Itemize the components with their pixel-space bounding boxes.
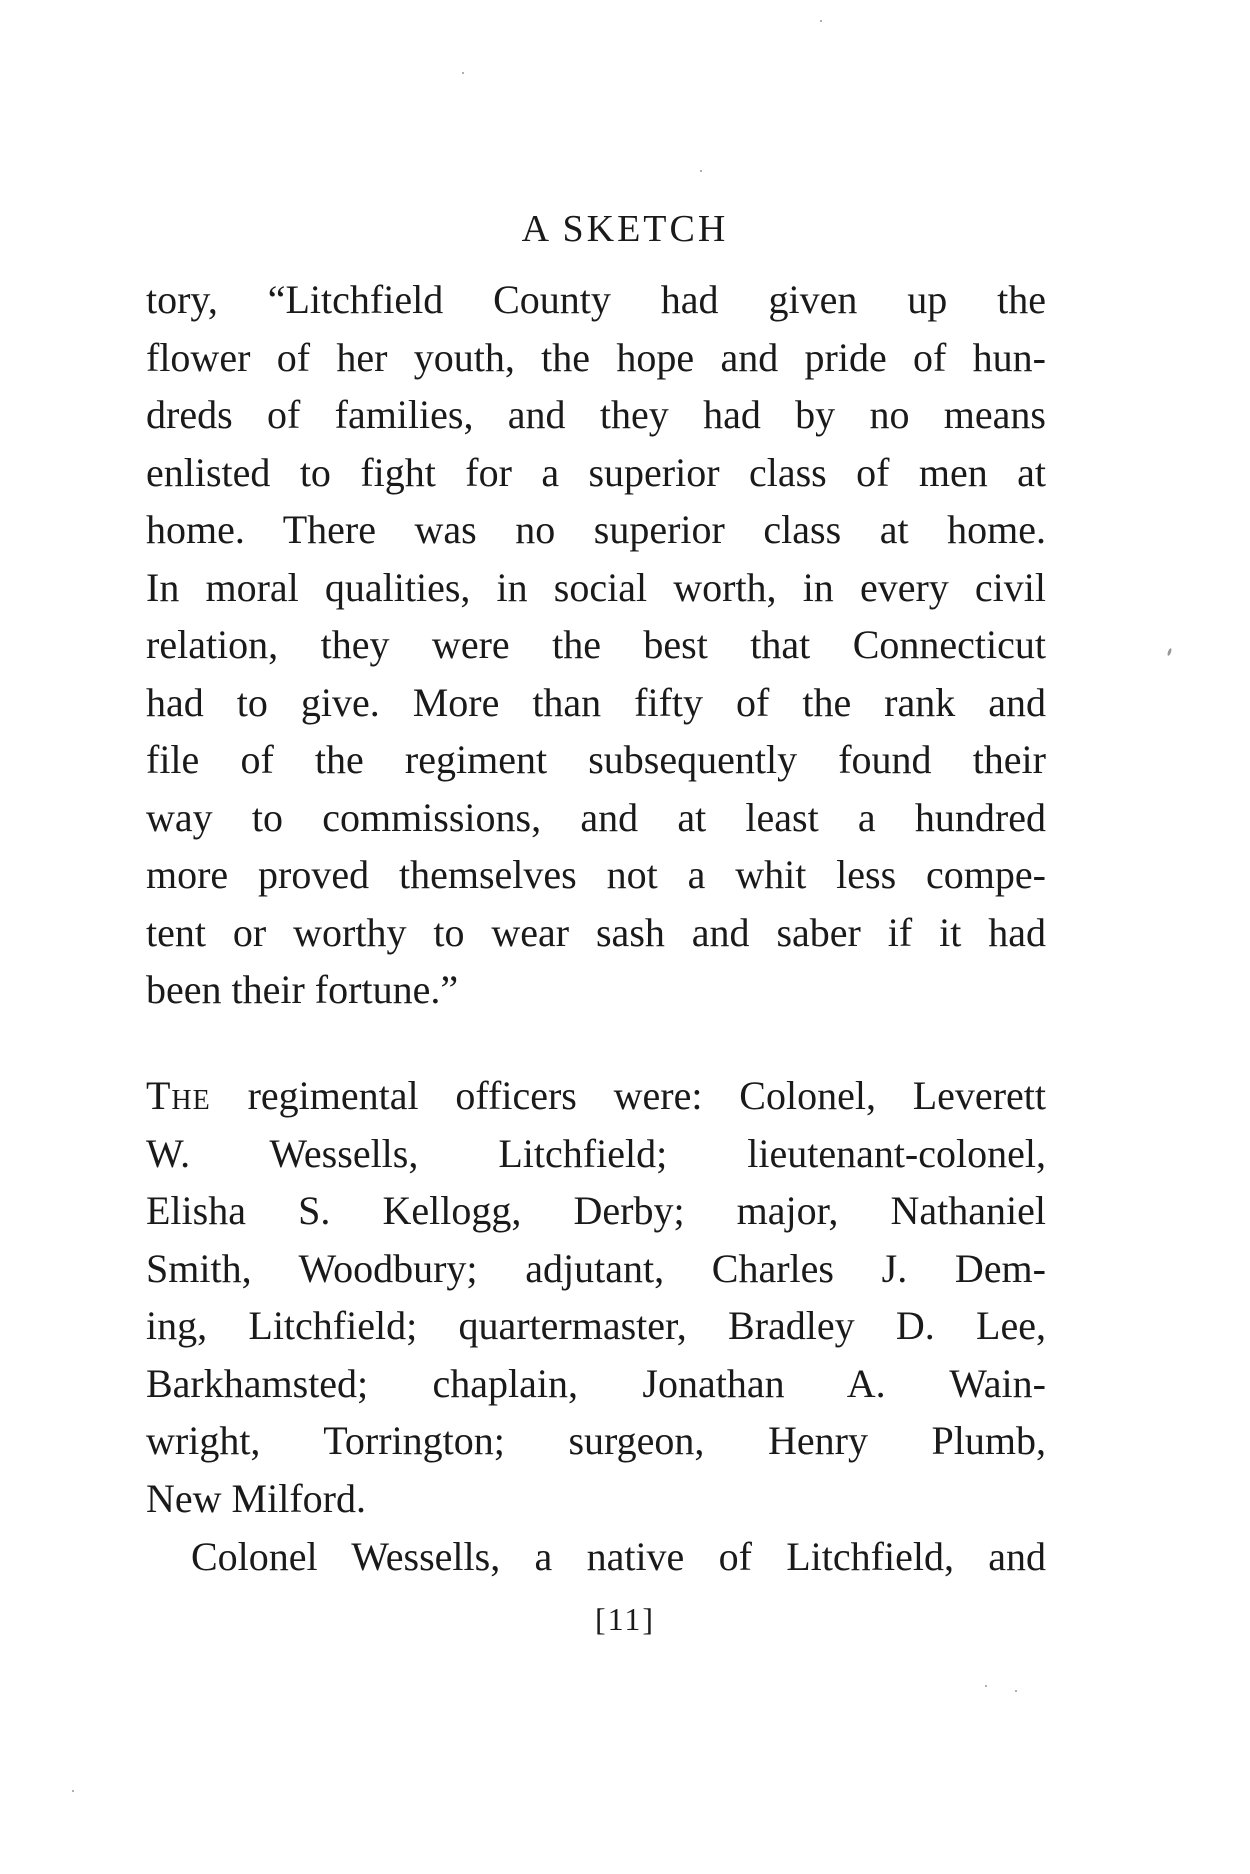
lead-word: The [146, 1073, 211, 1118]
text-line: Elisha S. Kellogg, Derby; major, Nathaniel [146, 1188, 1046, 1233]
text-line: New Milford. [146, 1475, 366, 1521]
text-line: In moral qualities, in social worth, in every civil [146, 564, 1046, 610]
text-line: home. There was no superior class at home. [146, 507, 1046, 552]
text-line: enlisted to fight for a superior class of men at [146, 449, 1046, 495]
text-line: Smith, Woodbury; adjutant, Charles J. Dem- [146, 1245, 1046, 1291]
text-line: more proved themselves not a whit less compe- [146, 852, 1046, 897]
text-line: ing, Litchfield; quartermaster, Bradley D. Lee, [146, 1303, 1046, 1348]
text-line: W. Wessells, Litchfield; lieutenant-colonel, [146, 1130, 1046, 1176]
text-line: way to commissions, and at least a hundred [146, 794, 1046, 840]
ink-speck [1167, 648, 1173, 657]
text-line: file of the regiment subsequently found their [146, 737, 1046, 782]
text-line: Barkhamsted; chaplain, Jonathan A. Wain- [146, 1360, 1046, 1406]
first-line-rest: regimental officers were: Colonel, Leverett [210, 1073, 1046, 1118]
page-number: [11] [594, 1601, 656, 1637]
ink-speck [820, 20, 822, 22]
text-line: flower of her youth, the hope and pride of hun- [146, 334, 1046, 380]
ink-speck [700, 170, 702, 172]
text-line-first [146, 1067, 1046, 1125]
paragraph-regimental-officers [146, 1067, 1046, 1527]
ink-speck [72, 1790, 74, 1792]
ink-speck [1015, 1690, 1017, 1692]
text-line: been their fortune.” [146, 967, 459, 1012]
text-line: dreds of families, and they had by no means [146, 392, 1046, 437]
running-head: A SKETCH [521, 208, 729, 250]
ink-speck [985, 1685, 987, 1687]
text-line: wright, Torrington; surgeon, Henry Plumb, [146, 1418, 1046, 1463]
ink-speck [462, 72, 464, 74]
text-line: tory, “Litchfield County had given up the [146, 277, 1046, 322]
text-line: relation, they were the best that Connecticut [146, 622, 1046, 667]
text-line: tent or worthy to wear sash and saber if it had [146, 909, 1046, 955]
text-line: had to give. More than fifty of the rank and [146, 679, 1046, 725]
paragraph-colonel-wessells [146, 1528, 1046, 1586]
paragraph-quote-continuation [146, 271, 1046, 1019]
text-line: Colonel Wessells, a native of Litchfield, and [191, 1534, 1046, 1579]
